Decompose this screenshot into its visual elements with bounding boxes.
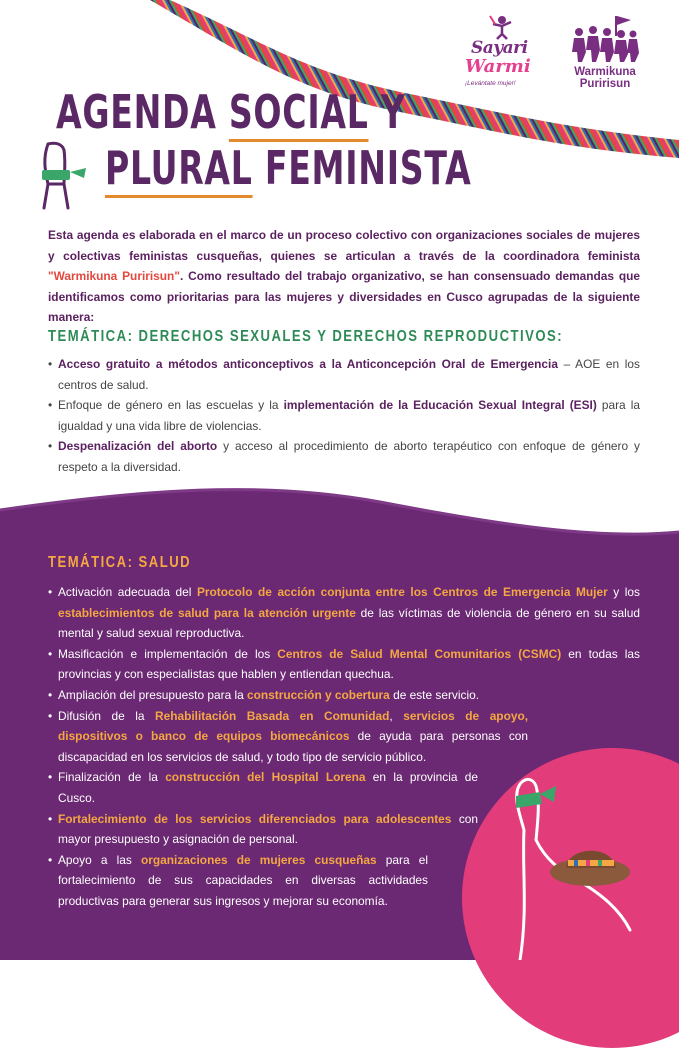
list-item xyxy=(48,685,640,706)
item-bold: Acceso gratuito a métodos anticonceptivos a la Anticoncepción Oral de Emergencia xyxy=(58,357,558,371)
item-bold: Rehabilitación Basada en Comunidad xyxy=(155,708,390,723)
item-bold: Fortalecimiento de los servicios diferenciados para adolescentes xyxy=(58,811,452,826)
list-item xyxy=(48,354,640,395)
item-text: para la igualdad y una vida libre de violencias. xyxy=(58,398,640,433)
intro-text-2: . Como resultado del trabajo organizativo, se han consensuado demandas que identificamos como prioritarias para las mujeres y diversidades en Cusco agrupadas de la siguiente manera: xyxy=(48,269,640,324)
dancer-icon xyxy=(487,14,517,40)
list-item xyxy=(48,582,640,644)
item-text: de ayuda para personas con discapacidad en los servicios de salud, y todo tipo de servicio público. xyxy=(58,729,528,764)
item-text: – AOE en los centros de salud. xyxy=(58,357,640,392)
item-bold: servicios de apoyo, dispositivos o banco de equipos biomecánicos xyxy=(58,708,529,744)
page-title xyxy=(56,84,471,196)
warmikuna-puririsun-logo xyxy=(559,14,651,94)
title-word-agenda: AGENDA xyxy=(56,85,229,139)
item-bold: Protocolo de acción conjunta entre los Centros de Emergencia Mujer xyxy=(196,585,608,599)
list-item xyxy=(48,809,478,850)
title-line1 xyxy=(56,84,471,140)
item-text: y acceso al procedimiento de aborto terapéutico con enfoque de género y respeto a la diversidad. xyxy=(58,439,640,474)
sexual-rights-list xyxy=(48,354,640,478)
title-line2 xyxy=(56,140,471,196)
item-text: Finalización de la xyxy=(58,770,166,785)
warmikuna-logo-text xyxy=(559,66,651,90)
health-list xyxy=(48,582,640,912)
section-title-health: TEMÁTICA: SALUD xyxy=(48,554,192,571)
title-word-feminista: FEMINISTA xyxy=(252,141,472,195)
section-title-sexual-rights: TEMÁTICA: DERECHOS SEXUALES Y DERECHOS REPRODUCTIVOS: xyxy=(48,328,564,345)
list-item xyxy=(48,395,640,436)
item-bold: construcción y cobertura xyxy=(247,687,390,702)
intro-highlight: "Warmikuna Puririsun" xyxy=(48,269,180,283)
item-bold: Despenalización del aborto xyxy=(58,439,218,454)
item-bold: implementación de la Educación Sexual Integral (ESI) xyxy=(283,398,597,413)
item-text: Ampliación del presupuesto para la xyxy=(58,687,248,702)
item-bold: establecimientos de salud para la atención urgente xyxy=(58,605,356,620)
item-text: de este servicio. xyxy=(389,687,480,702)
list-item xyxy=(48,706,528,768)
item-bold: Centros de Salud Mental Comunitarios (CSMC) xyxy=(277,646,562,661)
item-text: en la provincia de Cusco. xyxy=(58,770,478,805)
title-word-social: SOCIAL xyxy=(229,85,369,142)
warmikuna-line2: Puririsun xyxy=(579,78,631,90)
sayari-warmi-logo xyxy=(461,14,543,94)
intro-paragraph xyxy=(48,225,640,328)
item-bold: construcción del Hospital Lorena xyxy=(165,770,366,785)
marching-women-icon xyxy=(569,16,641,64)
item-text: Difusión de la xyxy=(58,708,155,723)
item-text: Enfoque de género en las escuelas y la xyxy=(58,398,284,413)
warmikuna-line1: Warmikuna xyxy=(574,66,636,78)
list-item xyxy=(48,850,428,912)
sayari-tagline: ¡Levántate mujer! xyxy=(465,80,516,87)
item-text: para el fortalecimiento de sus capacidades en diversas actividades productivas para generar sus ingresos y mejorar su economía. xyxy=(58,852,428,908)
warmi-logo-text: Warmi xyxy=(465,56,531,77)
item-text: Activación adecuada del xyxy=(58,585,197,599)
item-text: de las víctimas de violencia de género en su salud mental y salud sexual reproductiva. xyxy=(58,605,640,641)
item-text: en todas las provincias y con especialistas que hablen y entiendan quechua. xyxy=(58,646,640,682)
sayari-logo-text: Sayari xyxy=(471,38,528,58)
item-text: , xyxy=(389,708,404,723)
intro-text-1: Esta agenda es elaborada en el marco de un proceso colectivo con organizaciones sociales de mujeres y colectivas feministas cusqueñas, quienes se articulan a través de la coordinadora feminista xyxy=(48,228,640,263)
title-word-plural: PLURAL xyxy=(105,141,253,198)
title-word-y: Y xyxy=(368,85,406,139)
item-text: con mayor presupuesto y asignación de personal. xyxy=(58,811,478,847)
logos xyxy=(461,14,651,94)
item-text: Masificación e implementación de los xyxy=(58,646,278,661)
list-item xyxy=(48,767,478,808)
item-bold: organizaciones de mujeres cusqueñas xyxy=(141,852,377,867)
item-text: y los xyxy=(607,585,640,599)
item-text: Apoyo a las xyxy=(58,852,141,867)
list-item xyxy=(48,644,640,685)
